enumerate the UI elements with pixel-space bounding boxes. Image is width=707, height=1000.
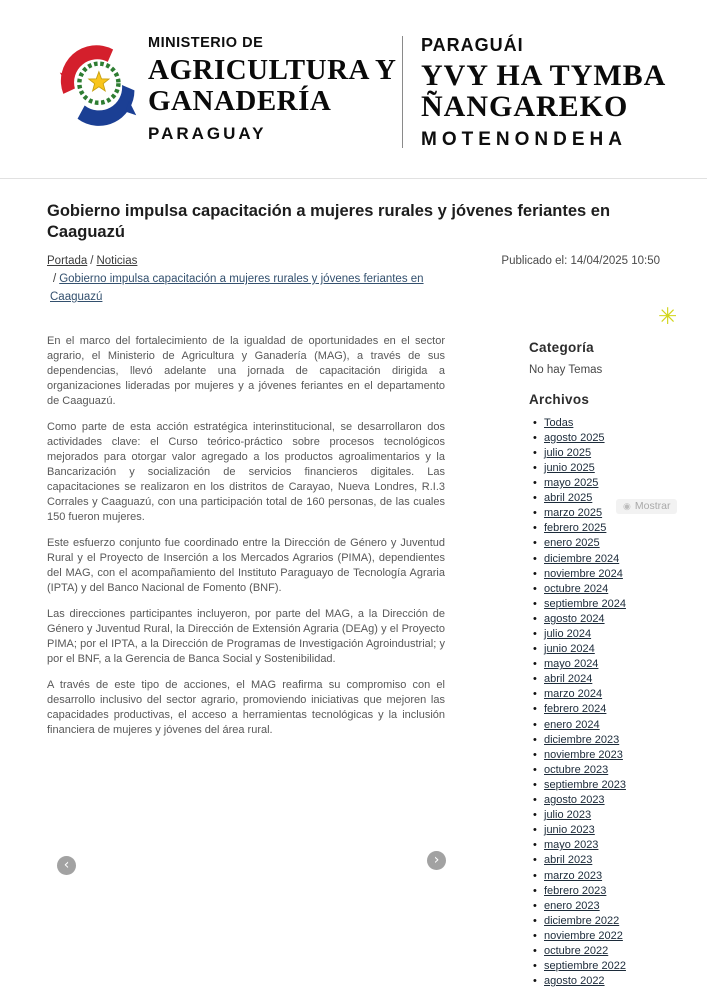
archive-item (544, 808, 689, 823)
archive-item (544, 657, 689, 672)
accessibility-asterisk-icon[interactable]: ✳ (658, 303, 678, 329)
archive-item (544, 597, 689, 612)
archive-link[interactable]: enero 2023 (544, 899, 600, 912)
archive-link[interactable]: mayo 2025 (544, 477, 599, 490)
archive-link[interactable]: junio 2023 (544, 824, 595, 837)
archive-item (544, 702, 689, 717)
main-content (0, 201, 707, 989)
archive-link[interactable]: abril 2024 (544, 673, 593, 686)
archive-item (544, 899, 689, 914)
archive-link[interactable]: mayo 2023 (544, 839, 599, 852)
archive-link[interactable]: junio 2024 (544, 643, 595, 656)
carousel-next-button[interactable] (427, 851, 446, 870)
show-tooltip-label: Mostrar (634, 500, 671, 512)
archive-link[interactable]: febrero 2023 (544, 884, 607, 897)
content-columns (47, 334, 660, 990)
article-paragraphs (47, 334, 445, 990)
archive-item (544, 974, 689, 989)
archive-item (544, 869, 689, 884)
archive-link[interactable]: septiembre 2022 (544, 960, 626, 973)
archive-item (544, 536, 689, 551)
article-paragraph: En el marco del fortalecimiento de la igualdad de oportunidades en el sector agrario, el Ministerio de Agricultura y Ganadería (MAG), a través de sus dependencias, llevó adelante una jornada de capacitación dirigida a organizaciones lideradas por mujeres y a jóvenes feriantes en el departamento de Caaguazú. (47, 334, 445, 407)
carousel-prev-button[interactable] (57, 856, 76, 875)
archive-item (544, 431, 689, 446)
article-paragraph: Las direcciones participantes incluyeron, por parte del MAG, a la Dirección de Género y Juventud Rural, la Dirección de Extensión Agraria (DEAg) y el Proyecto PIMA; por el IPTA, a la Dirección de Programas de Investigación Agroindustrial; y por el BNF, a la Gerencia de Banca Social y Sostenibilidad. (47, 607, 445, 665)
archive-item (544, 687, 689, 702)
archive-link[interactable]: agosto 2023 (544, 794, 605, 807)
breadcrumb-link-portada[interactable]: Portada (47, 255, 88, 268)
archive-link[interactable]: febrero 2024 (544, 703, 607, 716)
show-tooltip-button[interactable] (616, 499, 677, 514)
archive-link[interactable]: diciembre 2022 (544, 914, 620, 927)
archive-link[interactable]: febrero 2025 (544, 522, 607, 535)
archive-item (544, 461, 689, 476)
archive-item (544, 642, 689, 657)
article-paragraph: Como parte de esta acción estratégica interinstitucional, se desarrollaron dos actividades clave: el Curso teórico-práctico sobre procesos tecnológicos mejorados para otorgar valor agregado a los productos agroalimentarios y la Bancarización y socialización de servicios financieros digitales. Las capacitaciones se realizaron en los distritos de Carayao, Nueva Londres, R.I.3 Corrales y Caaguazú, con una participación total de 160 personas, de las cuales 150 fueron mujeres. (47, 420, 445, 523)
archive-link[interactable]: agosto 2025 (544, 431, 605, 444)
header-vertical-divider (402, 36, 403, 148)
paraguay-coat-of-arms-logo (58, 34, 140, 141)
ministry-line-4: PARAGUAY (148, 124, 267, 143)
breadcrumb-separator: / (90, 255, 94, 268)
guarani-name-block (421, 34, 666, 151)
chevron-right-icon: › (433, 851, 440, 868)
archive-item (544, 944, 689, 959)
header-divider (0, 178, 707, 179)
breadcrumb-current-page[interactable]: Gobierno impulsa capacitación a mujeres rurales y jóvenes feriantes en Caaguazú (50, 273, 424, 303)
archive-link[interactable]: octubre 2024 (544, 582, 609, 595)
archives-heading: Archivos (529, 391, 590, 407)
breadcrumb-line-1 (47, 253, 467, 271)
archive-link[interactable]: agosto 2022 (544, 975, 605, 988)
meta-row (47, 253, 660, 306)
guarani-line-2: YVY HA TYMBA (421, 59, 667, 92)
ministry-line-1: MINISTERIO DE (148, 35, 264, 51)
category-empty-text: No hay Temas (529, 363, 603, 376)
archive-link[interactable]: diciembre 2024 (544, 552, 620, 565)
archive-item (544, 582, 689, 597)
coat-of-arms-icon (58, 34, 138, 136)
article-paragraph: Este esfuerzo conjunto fue coordinado entre la Dirección de Género y Juventud Rural y el Proyecto de Inserción a los Mercados Agrarios (PIMA), dependientes del MAG, con el acompañamiento del Instituto Paraguayo de Tecnología Agraria (IPTA) y del Banco Nacional de Fomento (BNF). (47, 536, 445, 594)
archive-link[interactable]: septiembre 2024 (544, 597, 626, 610)
archive-item (544, 884, 689, 899)
breadcrumb (47, 253, 467, 306)
archive-link[interactable]: diciembre 2023 (544, 733, 620, 746)
breadcrumb-separator: / (53, 273, 57, 286)
guarani-line-3: ÑANGAREKO (421, 90, 629, 123)
archive-item (544, 476, 689, 491)
guarani-line-1: PARAGUÁI (421, 35, 524, 55)
guarani-line-4: MOTENONDEHA (421, 129, 627, 150)
archive-link[interactable]: abril 2025 (544, 492, 593, 505)
ministry-name-block (148, 34, 400, 144)
site-header (0, 0, 707, 151)
ministry-line-2: AGRICULTURA Y (148, 54, 397, 86)
archive-link[interactable]: mayo 2024 (544, 658, 599, 671)
archive-link[interactable]: enero 2024 (544, 718, 600, 731)
archive-item (544, 672, 689, 687)
chevron-left-icon: ‹ (63, 856, 70, 873)
article-paragraph: A través de este tipo de acciones, el MAG reafirma su compromiso con el desarrollo inclusivo del sector agrario, promoviendo iniciativas que mejoren las capacidades productivas, el acceso a herramientas tecnológicas y la inclusión financiera de mujeres y jóvenes del área rural. (47, 678, 445, 736)
archive-link[interactable]: agosto 2024 (544, 612, 605, 625)
archive-item (544, 612, 689, 627)
archive-link[interactable]: septiembre 2023 (544, 778, 626, 791)
archive-link[interactable]: marzo 2025 (544, 507, 603, 520)
archive-item (544, 914, 689, 929)
archive-link[interactable]: noviembre 2023 (544, 748, 623, 761)
breadcrumb-line-2 (47, 271, 467, 307)
archive-item (544, 853, 689, 868)
archive-item (544, 446, 689, 461)
archive-link[interactable]: julio 2024 (544, 628, 592, 640)
archive-item (544, 567, 689, 582)
archive-link[interactable]: marzo 2023 (544, 869, 603, 882)
archive-link[interactable]: noviembre 2022 (544, 929, 623, 942)
archive-link[interactable]: julio 2023 (544, 809, 592, 822)
published-date: Publicado el: 14/04/2025 10:50 (501, 255, 660, 268)
show-icon: ◉ (623, 500, 631, 511)
category-heading: Categoría (529, 339, 594, 355)
archive-link[interactable]: julio 2025 (544, 446, 592, 459)
archive-item (544, 627, 689, 642)
page-title: Gobierno impulsa capacitación a mujeres rurales y jóvenes feriantes en Caaguazú (47, 202, 611, 241)
archive-link[interactable]: octubre 2022 (544, 944, 609, 957)
archive-item (544, 552, 689, 567)
archive-link[interactable]: enero 2025 (544, 537, 600, 550)
archive-link[interactable]: abril 2023 (544, 854, 593, 867)
archive-item (544, 823, 689, 838)
archive-item (544, 733, 689, 748)
archive-item (544, 793, 689, 808)
ministry-line-3: GANADERÍA (148, 85, 332, 117)
archive-item (544, 416, 689, 431)
archive-item (544, 521, 689, 536)
archive-link[interactable]: octubre 2023 (544, 763, 609, 776)
archive-item (544, 838, 689, 853)
archive-item (544, 763, 689, 778)
archive-item (544, 748, 689, 763)
archive-item (544, 959, 689, 974)
sidebar (529, 334, 689, 990)
archive-item (544, 929, 689, 944)
breadcrumb-link-noticias[interactable]: Noticias (96, 255, 138, 268)
archive-link[interactable]: junio 2025 (544, 461, 595, 474)
archive-link[interactable]: Todas (544, 416, 574, 429)
archive-item (544, 718, 689, 733)
archive-link[interactable]: noviembre 2024 (544, 567, 623, 580)
archive-link[interactable]: marzo 2024 (544, 688, 603, 701)
archive-item (544, 778, 689, 793)
